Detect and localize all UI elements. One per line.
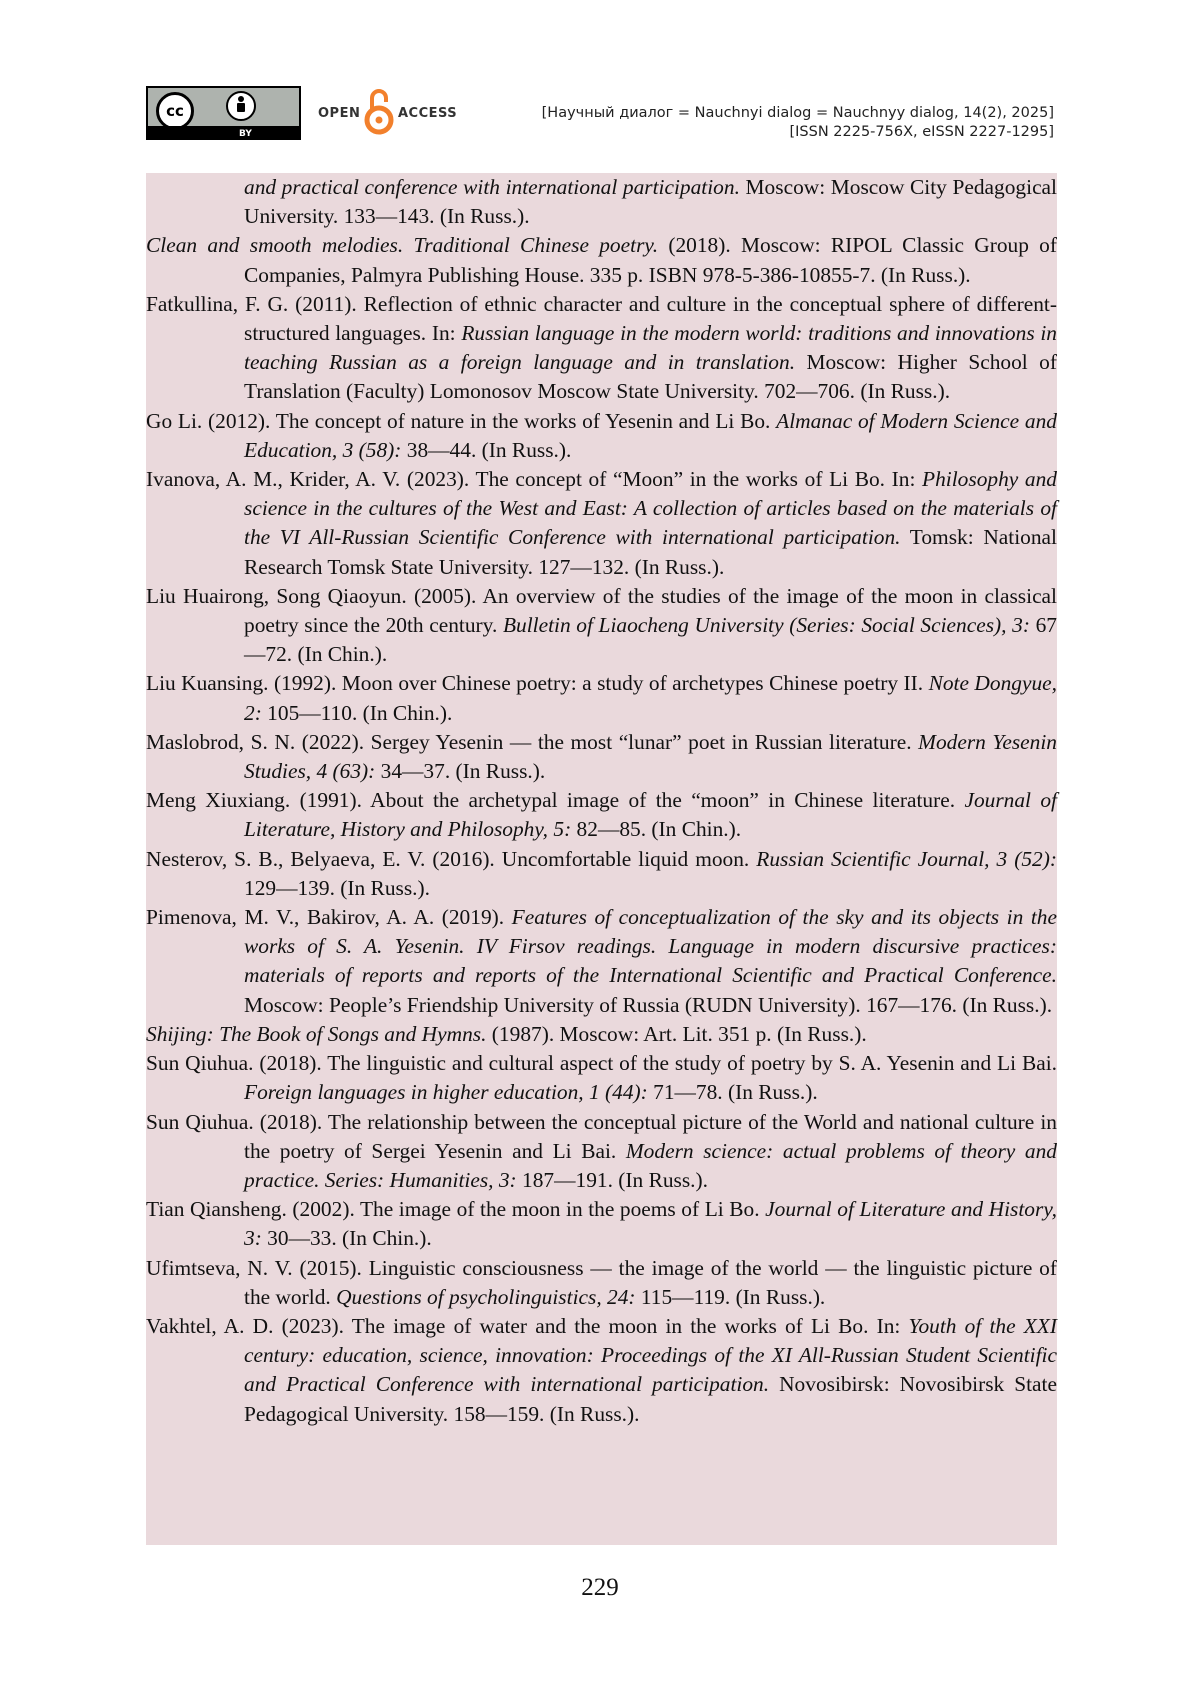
reference-italic: Note Dongyue, 2:	[244, 671, 1057, 725]
reference-italic: Youth of the XXI century: education, science, innovation: Proceedings of the XI All-Russian Student Scientific and Practical Conference with international participation.	[244, 1313, 1058, 1397]
cc-by-license-badge[interactable]	[146, 86, 301, 140]
journal-citation	[542, 104, 1054, 142]
reference-text: Liu Huairong, Song Qiaoyun. (2005). An overview of the studies of the image of the moon in classical poetry since the 20th century.	[146, 583, 1057, 638]
reference-italic: Almanac of Modern Science and Education, 3 (58):	[244, 408, 1057, 462]
reference-text: Fatkullina, F. G. (2011). Reflection of ethnic character and culture in the conceptual sphere of different-structured languages. In:	[146, 291, 1057, 346]
reference-text: 105—110. (In Chin.).	[261, 700, 453, 725]
reference-text: Tomsk: National Research Tomsk State University. 127—132. (In Russ.).	[244, 525, 1057, 579]
open-access-logo[interactable]	[318, 86, 458, 142]
reference-item	[146, 845, 1057, 903]
journal-title-line: [Научный диалог = Nauchnyi dialog = Nauchnyy dialog, 14(2), 2025]	[541, 105, 1054, 121]
reference-italic: Philosophy and science in the cultures of the West and East: A collection of articles based on the materials of the VI All-Russian Scientific Conference with international participation.	[244, 467, 1057, 550]
reference-text: (1987). Moscow: Art. Lit. 351 p. (In Russ.).	[486, 1021, 867, 1046]
reference-text: (2018). Moscow: RIPOL Classic Group of Companies, Palmyra Publishing House. 335 p. ISBN 978-5-386-10855-7. (In Russ.).	[244, 233, 1058, 287]
reference-text: Moscow: People’s Friendship University of Russia (RUDN University). 167—176. (In Russ.).	[244, 992, 1053, 1017]
journal-issn-line: [ISSN 2225-756X, eISSN 2227-1295]	[789, 124, 1054, 140]
reference-text: Tian Qiansheng. (2002). The image of the moon in the poems of Li Bo.	[146, 1197, 766, 1222]
reference-item	[146, 903, 1057, 1020]
reference-text: 30—33. (In Chin.).	[261, 1226, 432, 1251]
reference-item	[146, 1195, 1057, 1253]
license-strip	[148, 126, 299, 138]
reference-item	[146, 669, 1057, 727]
reference-italic: Russian language in the modern world: traditions and innovations in teaching Russian as a foreign language and in translation.	[244, 321, 1057, 375]
reference-list	[146, 173, 1057, 1545]
reference-item	[146, 231, 1057, 289]
reference-item	[146, 786, 1057, 844]
reference-italic: Journal of Literature and History, 3:	[244, 1197, 1057, 1251]
reference-text: 187—191. (In Russ.).	[516, 1167, 708, 1192]
reference-text: Ivanova, A. M., Krider, A. V. (2023). The concept of “Moon” in the works of Li Bo. In:	[146, 467, 923, 492]
reference-item	[146, 1049, 1057, 1107]
reference-text: Go Li. (2012). The concept of nature in the works of Yesenin and Li Bo.	[146, 408, 777, 433]
reference-text: 38—44. (In Russ.).	[401, 437, 572, 462]
reference-text: 34—37. (In Russ.).	[375, 759, 546, 784]
reference-italic: Shijing: The Book of Songs and Hymns.	[146, 1021, 487, 1046]
reference-item	[146, 290, 1057, 407]
reference-text: Ufimtseva, N. V. (2015). Linguistic consciousness — the image of the world — the linguistic picture of the world.	[146, 1255, 1057, 1309]
reference-text: 82—85. (In Chin.).	[571, 817, 742, 842]
reference-text: Moscow: Higher School of Translation (Faculty) Lomonosov Moscow State University. 702—706. (In Russ.).	[244, 350, 1057, 404]
reference-text: Meng Xiuxiang. (1991). About the archetypal image of the “moon” in Chinese literature.	[146, 788, 965, 813]
reference-item	[146, 1312, 1057, 1429]
reference-italic: and practical conference with international participation.	[244, 175, 740, 199]
reference-italic: Clean and smooth melodies. Traditional Chinese poetry.	[146, 233, 659, 258]
reference-item	[146, 1020, 1057, 1049]
reference-text: 67—72. (In Chin.).	[244, 613, 1057, 667]
open-access-label-open: OPEN	[318, 106, 361, 121]
reference-italic: Modern science: actual problems of theory and practice. Series: Humanities, 3:	[244, 1138, 1057, 1192]
reference-item	[146, 465, 1057, 582]
open-access-label-access: ACCESS	[398, 106, 458, 121]
reference-text: 71—78. (In Russ.).	[647, 1080, 818, 1105]
reference-text: 129—139. (In Russ.).	[244, 875, 430, 900]
reference-text: Pimenova, M. V., Bakirov, A. A. (2019).	[146, 905, 512, 930]
reference-text: 115—119. (In Russ.).	[635, 1284, 826, 1309]
open-lock-icon	[364, 86, 394, 136]
reference-text: Maslobrod, S. N. (2022). Sergey Yesenin — the most “lunar” poet in Russian literature.	[146, 729, 919, 754]
reference-item	[146, 1254, 1057, 1312]
reference-italic: Russian Scientific Journal, 3 (52):	[756, 846, 1057, 871]
reference-item	[146, 1108, 1057, 1196]
attribution-icon	[226, 91, 256, 121]
reference-italic: Journal of Literature, History and Philosophy, 5:	[244, 788, 1057, 842]
reference-item	[146, 582, 1057, 670]
reference-italic: Features of conceptualization of the sky and its objects in the works of S. A. Yesenin. IV Firsov readings. Language in modern discursive practices: materials of reports and reports of the International Scientific and Practical Conference.	[244, 905, 1057, 988]
reference-text: Sun Qiuhua. (2018). The relationship between the conceptual picture of the World and national culture in the poetry of Sergei Yesenin and Li Bai.	[146, 1109, 1057, 1163]
cc-label: cc	[166, 102, 184, 120]
reference-italic: Bulletin of Liaocheng University (Series: Social Sciences), 3:	[502, 613, 1030, 638]
reference-text: Nesterov, S. B., Belyaeva, E. V. (2016). Uncomfortable liquid moon.	[146, 846, 757, 871]
reference-italic: Modern Yesenin Studies, 4 (63):	[244, 729, 1057, 784]
reference-text: Novosibirsk: Novosibirsk State Pedagogical University. 158—159. (In Russ.).	[244, 1372, 1057, 1426]
reference-text: Vakhtel, A. D. (2023). The image of water and the moon in the works of Li Bo. In:	[146, 1313, 909, 1338]
reference-item	[146, 407, 1057, 465]
reference-text: Liu Kuansing. (1992). Moon over Chinese poetry: a study of archetypes Chinese poetry II.	[146, 671, 929, 696]
reference-italic: Questions of psycholinguistics, 24:	[336, 1284, 636, 1309]
license-by-label: BY	[239, 129, 252, 139]
reference-item	[146, 728, 1057, 786]
reference-text: Moscow: Moscow City Pedagogical University. 133—143. (In Russ.).	[244, 175, 1057, 229]
cc-icon	[156, 92, 194, 130]
reference-italic: Foreign languages in higher education, 1 (44):	[244, 1080, 648, 1105]
page-number: 229	[581, 1574, 619, 1601]
reference-item	[146, 173, 1057, 231]
reference-text: Sun Qiuhua. (2018). The linguistic and cultural aspect of the study of poetry by S. A. Yesenin and Li Bai.	[146, 1051, 1057, 1076]
